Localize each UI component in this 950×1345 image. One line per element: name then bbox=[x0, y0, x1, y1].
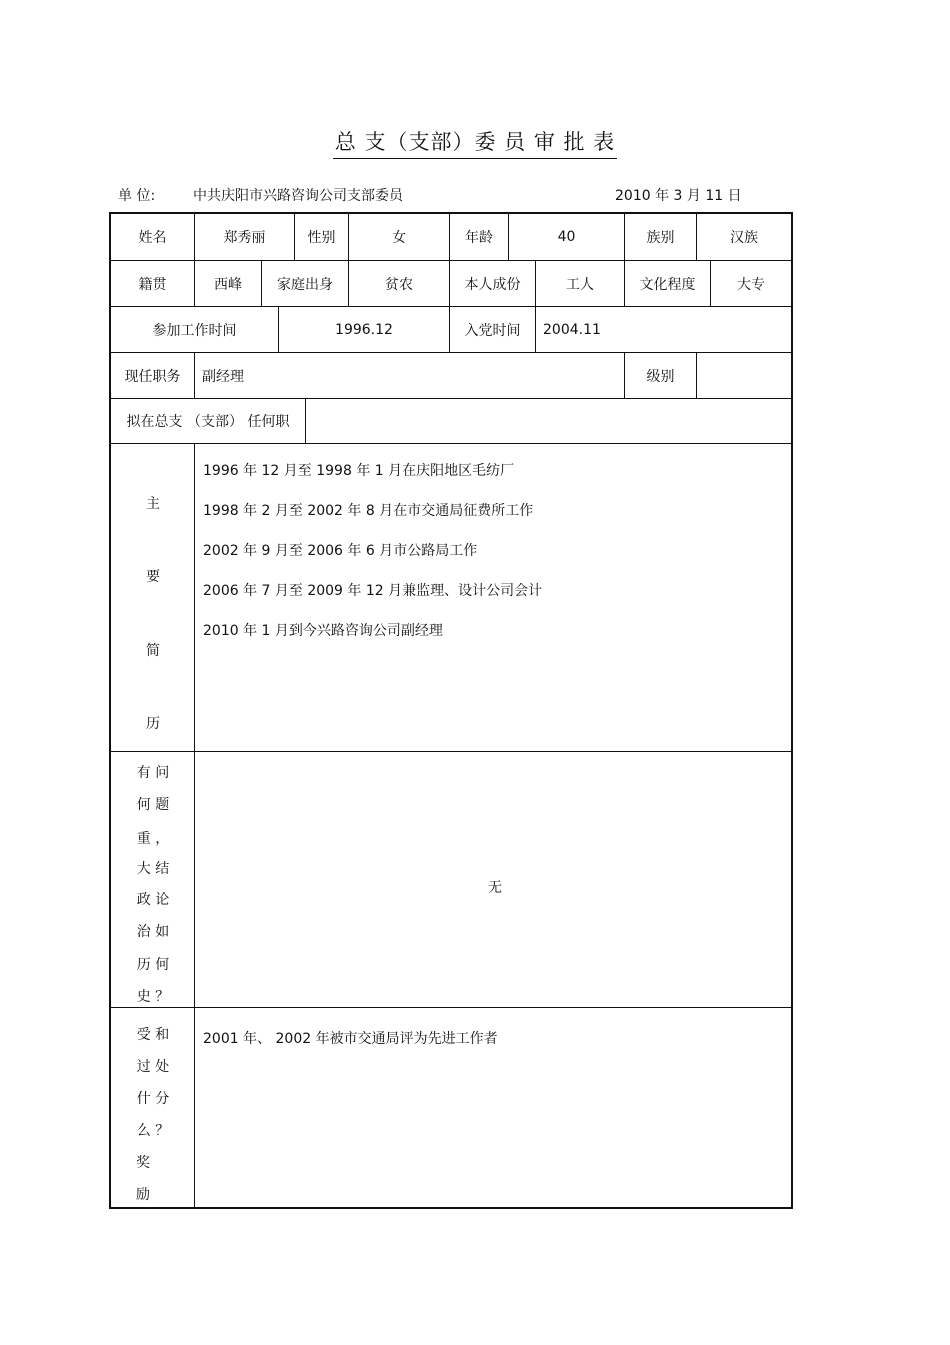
family-origin-label: 家庭出身 bbox=[262, 261, 349, 306]
issues-label-line: 重 ， bbox=[136, 831, 170, 847]
unit-label: 单 位: bbox=[118, 188, 156, 204]
history-label-char: 要 bbox=[146, 569, 160, 585]
section-work-history bbox=[111, 444, 791, 752]
issues-label-line: 政 论 bbox=[136, 892, 170, 908]
unit-value: 中共庆阳市兴路咨询公司支部委员 bbox=[193, 188, 403, 204]
issues-label-line: 何 题 bbox=[136, 797, 170, 813]
family-origin-value[interactable]: 贫农 bbox=[349, 261, 450, 306]
history-label bbox=[111, 444, 195, 751]
age-value[interactable]: 40 bbox=[509, 214, 625, 260]
party-join-label: 入党时间 bbox=[450, 307, 536, 352]
history-line: 2002 年 9 月至 2006 年 6 月市公路局工作 bbox=[203, 543, 478, 559]
level-value[interactable] bbox=[697, 353, 791, 398]
native-place-value[interactable]: 西峰 bbox=[195, 261, 262, 306]
awards-label-line: 么 ？ bbox=[136, 1123, 170, 1139]
native-place-label: 籍贯 bbox=[111, 261, 195, 306]
work-start-value[interactable]: 1996.12 bbox=[279, 307, 450, 352]
form-date: 2010 年 3 月 11 日 bbox=[615, 188, 742, 204]
level-label: 级别 bbox=[625, 353, 697, 398]
ethnicity-label: 族别 bbox=[625, 214, 697, 260]
awards-value: 2001 年、 2002 年被市交通局评为先进工作者 bbox=[203, 1031, 498, 1047]
row-proposed-role bbox=[111, 399, 791, 444]
education-value[interactable]: 大专 bbox=[737, 276, 765, 293]
awards-label-line: 励 bbox=[136, 1187, 150, 1203]
awards-label bbox=[111, 1008, 195, 1207]
history-line: 1996 年 12 月至 1998 年 1 月在庆阳地区毛纺厂 bbox=[203, 463, 515, 479]
awards-label-line: 什 分 bbox=[136, 1091, 170, 1107]
current-position-value[interactable]: 副经理 bbox=[195, 353, 625, 398]
proposed-role-label: 拟在总支 （支部） 任何职 bbox=[111, 399, 306, 443]
work-start-label: 参加工作时间 bbox=[111, 307, 279, 352]
gender-label: 性别 bbox=[295, 214, 349, 260]
party-join-value[interactable]: 2004.11 bbox=[543, 321, 601, 338]
issues-label-line: 史 ？ bbox=[136, 989, 170, 1005]
gender-value[interactable]: 女 bbox=[349, 214, 450, 260]
personal-status-label: 本人成份 bbox=[450, 261, 536, 306]
current-position-label: 现任职务 bbox=[111, 353, 195, 398]
name-label: 姓名 bbox=[111, 214, 195, 260]
ethnicity-value[interactable]: 汉族 bbox=[730, 230, 758, 246]
row-background bbox=[111, 261, 791, 307]
section-awards-penalties bbox=[111, 1008, 791, 1207]
awards-label-line: 过 处 bbox=[136, 1059, 170, 1075]
issues-label-line: 大 结 bbox=[136, 861, 170, 877]
issues-label bbox=[111, 752, 195, 1007]
history-line: 2010 年 1 月到今兴路咨询公司副经理 bbox=[203, 623, 443, 639]
history-line: 1998 年 2 月至 2002 年 8 月在市交通局征费所工作 bbox=[203, 503, 534, 519]
issues-label-line: 有 问 bbox=[136, 765, 170, 781]
history-label-char: 历 bbox=[146, 716, 160, 732]
age-label: 年龄 bbox=[450, 214, 509, 260]
awards-label-line: 奖 bbox=[136, 1155, 150, 1171]
form-title bbox=[0, 126, 950, 159]
approval-form-table bbox=[109, 212, 793, 1209]
row-basic-info bbox=[111, 214, 791, 261]
issues-label-line: 历 何 bbox=[136, 957, 170, 973]
history-line: 2006 年 7 月至 2009 年 12 月兼监理、设计公司会计 bbox=[203, 583, 543, 599]
personal-status-value[interactable]: 工人 bbox=[536, 261, 625, 306]
name-value[interactable]: 郑秀丽 bbox=[195, 214, 295, 260]
form-title-text: 总 支（支部）委 员 审 批 表 bbox=[333, 126, 617, 159]
history-label-char: 简 bbox=[146, 643, 160, 659]
education-label: 文化程度 bbox=[625, 261, 711, 306]
issues-value: 无 bbox=[488, 880, 502, 896]
awards-label-line: 受 和 bbox=[136, 1027, 170, 1043]
proposed-role-value[interactable] bbox=[306, 399, 791, 443]
row-position bbox=[111, 353, 791, 399]
row-dates bbox=[111, 307, 791, 353]
issues-label-line: 治 如 bbox=[136, 924, 170, 940]
history-label-char: 主 bbox=[146, 496, 160, 512]
section-political-issues bbox=[111, 752, 791, 1008]
